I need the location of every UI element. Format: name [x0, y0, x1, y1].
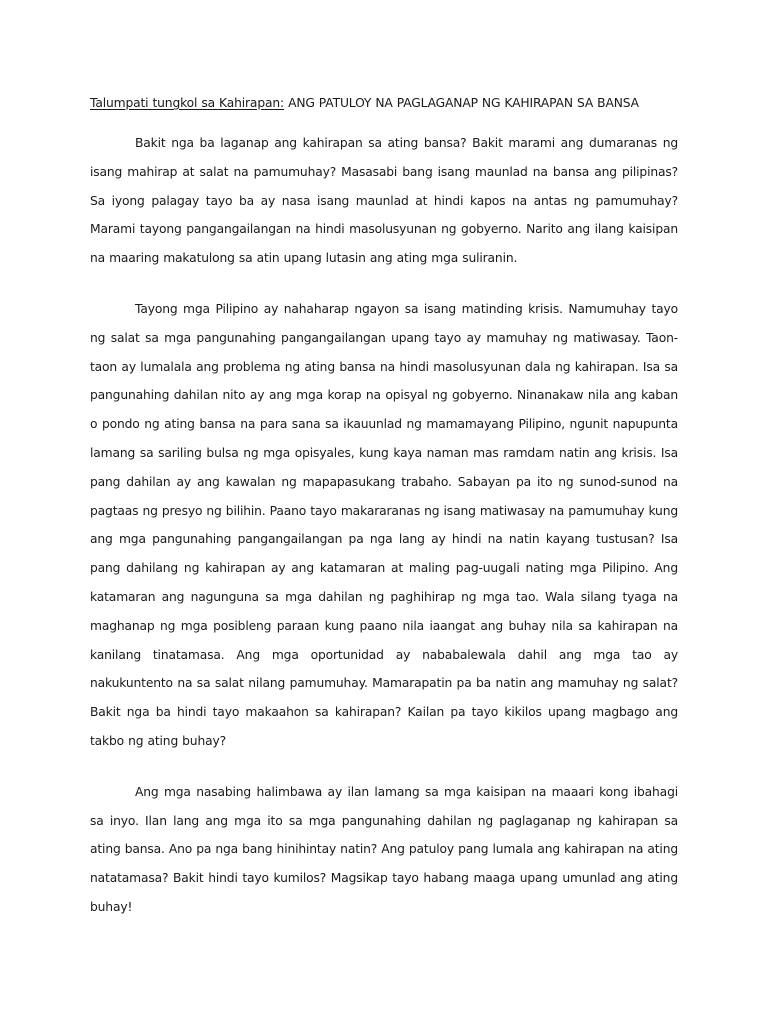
- title-lead: Talumpati tungkol sa Kahirapan:: [90, 96, 284, 110]
- title-main: ANG PATULOY NA PAGLAGANAP NG KAHIRAPAN SA BANSA: [288, 96, 639, 110]
- paragraph-1: Bakit nga ba laganap ang kahirapan sa ating bansa? Bakit marami ang dumaranas ng isang mahirap at salat na pamumuhay? Masasabi bang isang maunlad na bansa ang pilipinas? Sa iyong palagay tayo ba ay nasa isang maunlad at hindi kapos na antas ng pamumuhay? Marami tayong pangangailangan na hindi masolusyunan ng gobyerno. Narito ang ilang kaisipan na maaring makatulong sa atin upang lutasin ang ating mga suliranin.: [90, 136, 678, 266]
- paragraph-3: Ang mga nasabing halimbawa ay ilan lamang sa mga kaisipan na maaari kong ibahagi sa inyo. Ilan lang ang mga ito sa mga pangunahing dahilan ng paglaganap ng kahirapan sa ating bansa. Ano pa nga bang hinihintay natin? Ang patuloy pang lumala ang kahirapan na ating natatamasa? Bakit hindi tayo kumilos? Magsikap tayo habang maaga upang umunlad ang ating buhay!: [90, 784, 678, 914]
- document-title: [90, 93, 678, 113]
- paragraph-2: Tayong mga Pilipino ay nahaharap ngayon sa isang matinding krisis. Namumuhay tayo ng salat sa mga pangunahing pangangailangan upang tayo ay mamuhay ng matiwasay. Taon-taon ay lumalala ang problema ng ating bansa na hindi masolusyunan dala ng kahirapan. Isa sa pangunahing dahilan nito ay ang mga korap na opisyal ng gobyerno. Ninanakaw nila ang kaban o pondo ng ating bansa na para sana sa ikauunlad ng mamamayang Pilipino, ngunit napupunta lamang sa sariling bulsa ng mga opisyales, kung kaya naman mas ramdam natin ang krisis. Isa pang dahilan ay ang kawalan ng mapapasukang trabaho. Sabayan pa ito ng sunod-sunod na pagtaas ng presyo ng bilihin. Paano tayo makararanas ng isang matiwasay na pamumuhay kung ang mga pangunahing pangangailangan pa nga lang ay hindi na natin kayang tustusan? Isa pang dahilang ng kahirapan ay ang katamaran at maling pag-uugali nating mga Pilipino. Ang katamaran ang nagunguna sa mga dahilan ng paghihirap ng mga tao. Wala silang tyaga na maghanap ng mga posibleng paraan kung paano nila iaangat ang buhay nila sa kahirapan na kanilang tinatamasa. Ang mga oportunidad ay nababalewala dahil ang mga tao ay nakukuntento na sa salat nilang pamumuhay. Mamarapatin pa ba natin ang mamuhay ng salat? Bakit nga ba hindi tayo makaahon sa kahirapan? Kailan pa tayo kikilos upang magbago ang takbo ng ating buhay?: [90, 301, 678, 748]
